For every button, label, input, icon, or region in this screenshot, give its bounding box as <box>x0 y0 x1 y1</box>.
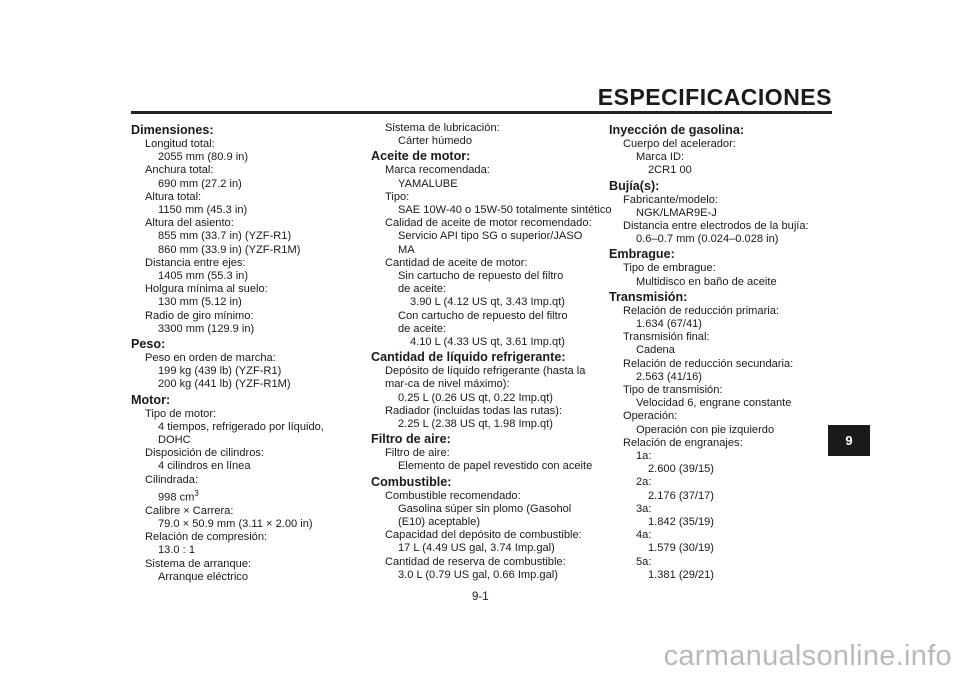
spec-value: Arranque eléctrico <box>158 570 249 583</box>
title-rule <box>131 111 832 114</box>
displacement-superscript: 3 <box>194 488 199 498</box>
spec-value: Cadena <box>636 344 675 357</box>
section-heading-aceite: Aceite de motor: <box>371 149 471 164</box>
spec-value: SAE 10W-40 o 15W-50 totalmente sintético <box>398 204 612 217</box>
spec-value: 2.25 L (2.38 US qt, 1.98 Imp.qt) <box>398 418 553 431</box>
page-number: 9-1 <box>472 591 489 603</box>
spec-value: 17 L (4.49 US gal, 3.74 Imp.gal) <box>398 542 555 555</box>
spec-label: Depósito de líquido refrigerante (hasta la mar-ca de nivel máximo): <box>385 365 586 391</box>
spec-label: Tipo de transmisión: <box>623 384 723 397</box>
spec-label: Relación de compresión: <box>145 531 268 544</box>
spec-label: Marca ID: <box>636 151 685 164</box>
spec-value: Multidisco en baño de aceite <box>636 275 777 288</box>
spec-label: Altura total: <box>145 190 202 203</box>
spec-value: 130 mm (5.12 in) <box>158 296 242 309</box>
spec-label: Relación de reducción secundaria: <box>623 357 794 370</box>
spec-label: Radio de giro mínimo: <box>145 309 254 322</box>
section-heading-peso: Peso: <box>131 337 166 352</box>
spec-label: Calidad de aceite de motor recomendado: <box>385 217 592 230</box>
spec-value: Elemento de papel revestido con aceite <box>398 460 593 473</box>
chapter-tab: 9 <box>828 425 870 456</box>
spec-label: Transmisión final: <box>623 331 710 344</box>
spec-value: 4 tiempos, refrigerado por líquido, DOHC <box>158 420 324 447</box>
spec-label: Longitud total: <box>145 138 215 150</box>
gear-label: 3a: <box>636 502 652 515</box>
section-heading-bujia: Bujía(s): <box>609 178 660 193</box>
section-heading-dimensiones: Dimensiones: <box>131 123 214 137</box>
spec-label: Peso en orden de marcha: <box>145 352 276 365</box>
spec-value: 2CR1 00 <box>648 164 692 177</box>
spec-value: 690 mm (27.2 in) <box>158 177 242 190</box>
spec-value: 3.0 L (0.79 US gal, 0.66 Imp.gal) <box>398 568 558 581</box>
spec-label: Cantidad de aceite de motor: <box>385 256 528 269</box>
gear-value: 2.176 (37/17) <box>648 489 714 502</box>
spec-label: Holgura mínima al suelo: <box>145 283 268 296</box>
gear-value: 1.381 (29/21) <box>648 568 714 581</box>
spec-value: NGK/LMAR9E-J <box>636 206 717 219</box>
spec-value: 4 cilindros en línea <box>158 460 251 473</box>
spec-value: 3.90 L (4.12 US qt, 3.43 Imp.qt) <box>410 296 565 309</box>
spec-value: 3300 mm (129.9 in) <box>158 322 255 335</box>
spec-value: 200 kg (441 lb) (YZF-R1M) <box>158 378 291 391</box>
section-heading-refrigerante: Cantidad de líquido refrigerante: <box>371 350 566 365</box>
column-2 <box>371 122 612 582</box>
gear-label: 1a: <box>636 450 652 463</box>
spec-value: 860 mm (33.9 in) (YZF-R1M) <box>158 243 301 256</box>
spec-label: Relación de engranajes: <box>623 436 743 449</box>
spec-value-displacement <box>131 487 356 505</box>
spec-label: Sin cartucho de repuesto del filtro de aceite: <box>398 270 564 296</box>
spec-value: Operación con pie izquierdo <box>636 423 775 436</box>
column-3 <box>609 122 819 582</box>
spec-value: 855 mm (33.7 in) (YZF-R1) <box>158 230 292 243</box>
spec-label: Radiador (incluidas todas las rutas): <box>385 404 562 417</box>
spec-label: Capacidad del depósito de combustible: <box>385 529 582 542</box>
spec-label: Con cartucho de repuesto del filtro de aceite: <box>398 309 568 335</box>
section-heading-combustible: Combustible: <box>371 474 452 489</box>
gear-value: 1.842 (35/19) <box>648 516 714 529</box>
spec-label: Combustible recomendado: <box>385 489 521 502</box>
spec-value: 79.0 × 50.9 mm (3.11 × 2.00 in) <box>158 517 313 530</box>
gear-label: 4a: <box>636 529 652 542</box>
spec-label: Altura del asiento: <box>145 217 234 230</box>
spec-label: Tipo de motor: <box>145 407 217 420</box>
spec-value: 1.634 (67/41) <box>636 318 702 331</box>
section-heading-filtro: Filtro de aire: <box>371 432 451 447</box>
spec-label: Relación de reducción primaria: <box>623 304 780 317</box>
page-title: ESPECIFICACIONES <box>597 84 832 110</box>
spec-value: 199 kg (439 lb) (YZF-R1) <box>158 365 282 378</box>
spec-value: Gasolina súper sin plomo (Gasohol (E10) aceptable) <box>398 502 572 529</box>
watermark: carmanualsonline.info <box>663 640 952 672</box>
section-heading-motor: Motor: <box>131 392 171 407</box>
spec-value: 0.6–0.7 mm (0.024–0.028 in) <box>636 233 779 246</box>
spec-value: 1405 mm (55.3 in) <box>158 270 249 283</box>
spec-label: Operación: <box>623 410 678 423</box>
spec-label: Distancia entre ejes: <box>145 256 246 269</box>
section-heading-inyeccion: Inyección de gasolina: <box>609 123 745 137</box>
spec-label: Sistema de arranque: <box>145 557 252 570</box>
spec-label: Marca recomendada: <box>385 164 490 177</box>
spec-value: 2055 mm (80.9 in) <box>158 151 249 164</box>
displacement-value: 998 cm <box>158 491 195 504</box>
spec-label: Disposición de cilindros: <box>145 447 265 460</box>
spec-label: Tipo de embrague: <box>623 262 716 275</box>
spec-label: Anchura total: <box>145 164 214 177</box>
spec-label: Cuerpo del acelerador: <box>623 138 736 150</box>
spec-label: Calibre × Carrera: <box>145 504 234 517</box>
spec-label: Cantidad de reserva de combustible: <box>385 555 566 568</box>
section-heading-transmision: Transmisión: <box>609 289 688 304</box>
spec-value: 1150 mm (45.3 in) <box>158 204 248 217</box>
spec-label: Filtro de aire: <box>385 447 450 460</box>
section-heading-embrague: Embrague: <box>609 247 675 262</box>
spec-label: Distancia entre electrodos de la bujía: <box>623 220 809 233</box>
spec-label: Sistema de lubricación: <box>385 122 500 134</box>
spec-value: Velocidad 6, engrane constante <box>636 397 792 410</box>
spec-value: 2.563 (41/16) <box>636 370 702 383</box>
spec-value: 0.25 L (0.26 US qt, 0.22 Imp.qt) <box>398 391 553 404</box>
gear-value: 2.600 (39/15) <box>648 463 714 476</box>
spec-value: 13.0 : 1 <box>158 544 196 557</box>
spec-label: Tipo: <box>385 190 410 203</box>
spec-value: Cárter húmedo <box>398 135 472 148</box>
gear-value: 1.579 (30/19) <box>648 542 714 555</box>
gear-label: 5a: <box>636 555 652 568</box>
spec-value: YAMALUBE <box>398 177 458 190</box>
spec-label: Fabricante/modelo: <box>623 193 718 206</box>
column-1 <box>131 122 356 584</box>
gear-label: 2a: <box>636 476 652 489</box>
spec-value: 4.10 L (4.33 US qt, 3.61 Imp.qt) <box>410 336 565 349</box>
spec-label: Cilindrada: <box>145 473 199 486</box>
spec-value: Servicio API tipo SG o superior/JASO MA <box>398 230 583 256</box>
